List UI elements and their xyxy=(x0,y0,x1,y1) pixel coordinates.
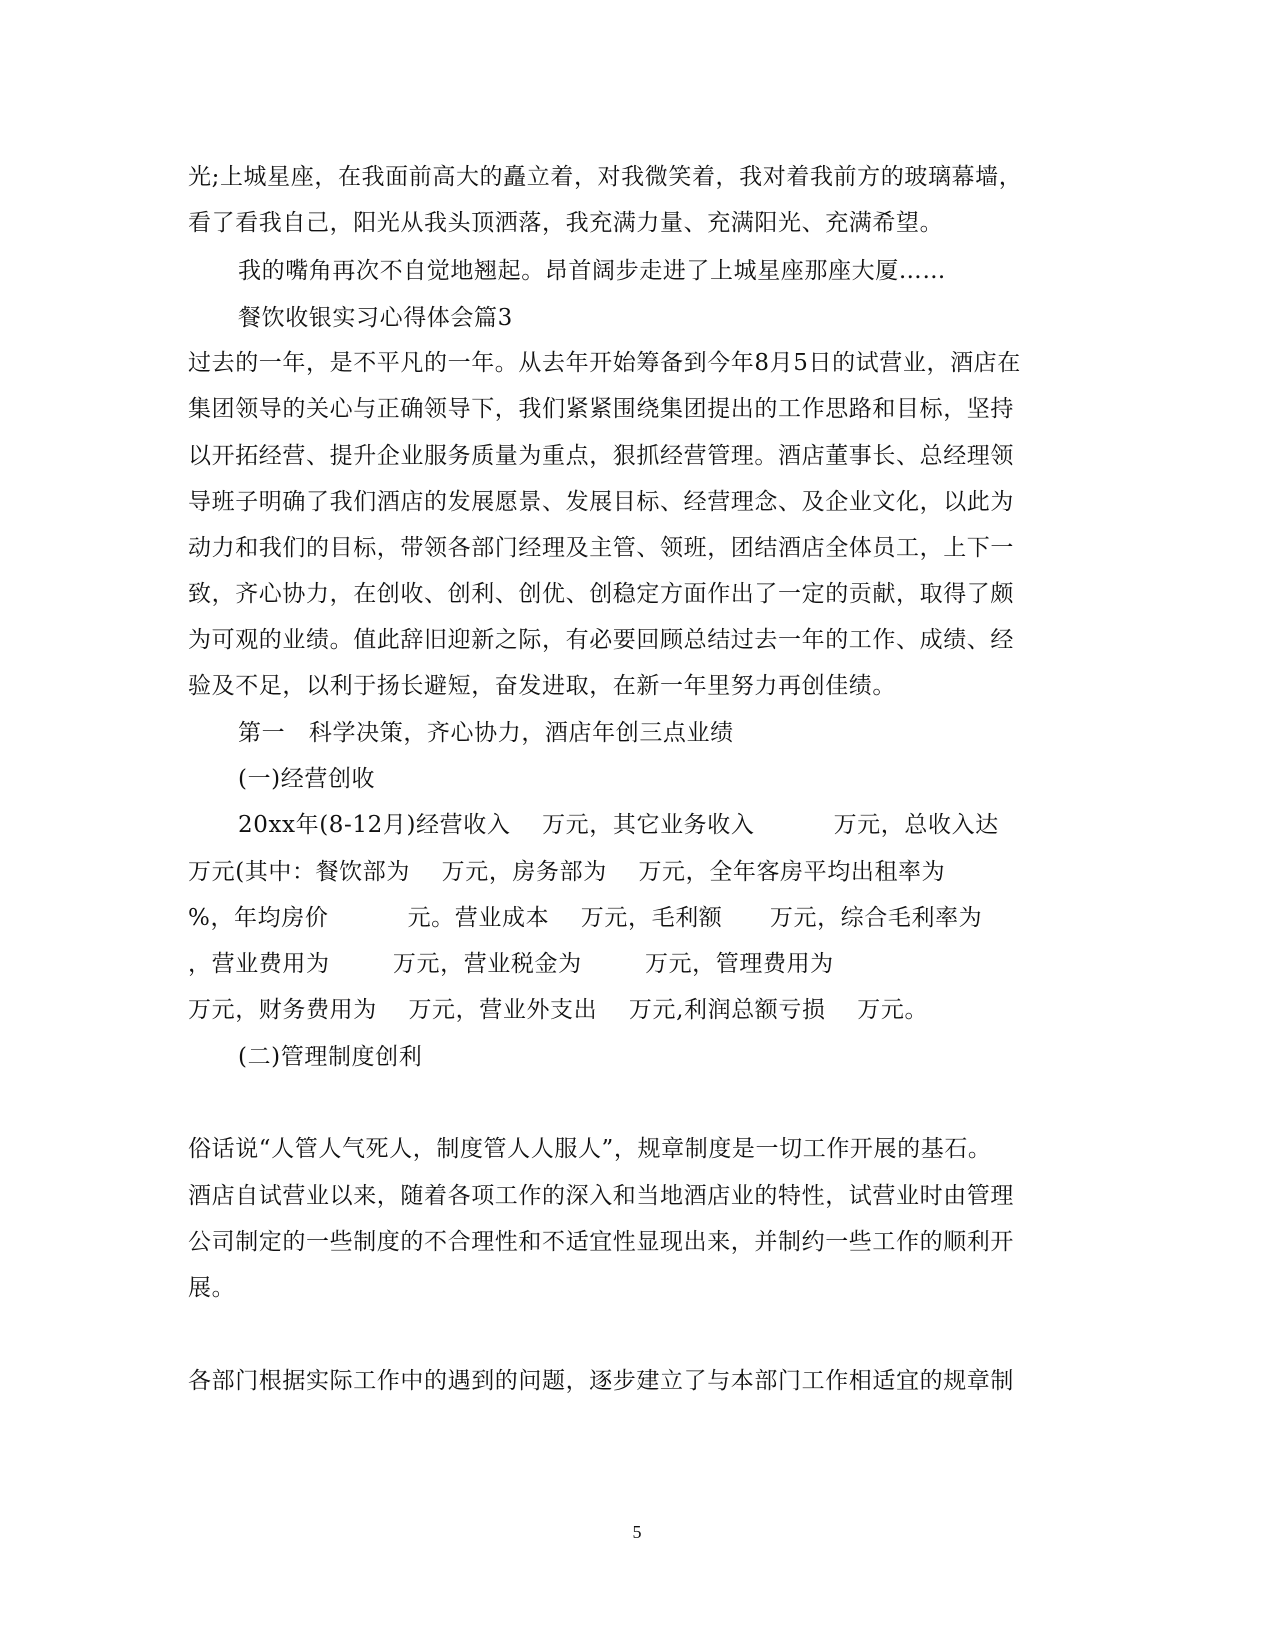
text-line: 致，齐心协力，在创收、创利、创优、创稳定方面作出了一定的贡献，取得了颇 xyxy=(188,581,1014,607)
text-line: 展。 xyxy=(188,1275,236,1301)
text-line: 万元，财务费用为 万元，营业外支出 万元,利润总额亏损 万元。 xyxy=(188,997,929,1023)
subheading: (一)经营创收 xyxy=(238,766,376,792)
text-line: 动力和我们的目标，带领各部门经理及主管、领班，团结酒店全体员工，上下一 xyxy=(188,535,1014,561)
subheading: (二)管理制度创利 xyxy=(238,1044,423,1070)
text-line: 过去的一年，是不平凡的一年。从去年开始筹备到今年8月5日的试营业，酒店在 xyxy=(188,350,1021,376)
text-line: 万元(其中：餐饮部为 万元，房务部为 万元，全年客房平均出租率为 xyxy=(188,859,946,885)
text-line: 各部门根据实际工作中的遇到的问题，逐步建立了与本部门工作相适宜的规章制 xyxy=(188,1368,1014,1394)
text-line: 验及不足，以利于扬长避短，奋发进取，在新一年里努力再创佳绩。 xyxy=(188,673,896,699)
text-line: 酒店自试营业以来，随着各项工作的深入和当地酒店业的特性，试营业时由管理 xyxy=(188,1183,1014,1209)
text-line: %，年均房价 元。营业成本 万元，毛利额 万元，综合毛利率为 xyxy=(188,905,983,931)
text-line: 光;上城星座，在我面前高大的矗立着，对我微笑着，我对着我前方的玻璃幕墙， xyxy=(188,164,1023,190)
subheading: 第一 科学决策，齐心协力，酒店年创三点业绩 xyxy=(238,720,734,746)
text-line: 公司制定的一些制度的不合理性和不适宜性显现出来，并制约一些工作的顺利开 xyxy=(188,1229,1014,1255)
text-line: 导班子明确了我们酒店的发展愿景、发展目标、经营理念、及企业文化，以此为 xyxy=(188,489,1014,515)
text-line: 20xx年(8-12月)经营收入 万元，其它业务收入 万元，总收入达 xyxy=(238,812,999,838)
text-line: 以开拓经营、提升企业服务质量为重点，狠抓经营管理。酒店董事长、总经理领 xyxy=(188,443,1014,469)
text-line: 俗话说“人管人气死人，制度管人人服人”，规章制度是一切工作开展的基石。 xyxy=(188,1136,992,1162)
section-heading: 餐饮收银实习心得体会篇3 xyxy=(238,305,513,331)
text-line: 为可观的业绩。值此辞旧迎新之际，有必要回顾总结过去一年的工作、成绩、经 xyxy=(188,627,1014,653)
text-line: 集团领导的关心与正确领导下，我们紧紧围绕集团提出的工作思路和目标，坚持 xyxy=(188,396,1014,422)
text-line: ，营业费用为 万元，营业税金为 万元，管理费用为 xyxy=(188,951,834,977)
text-line: 我的嘴角再次不自觉地翘起。昂首阔步走进了上城星座那座大厦…… xyxy=(238,258,946,284)
text-line: 看了看我自己，阳光从我头顶洒落，我充满力量、充满阳光、充满希望。 xyxy=(188,210,944,236)
page-number: 5 xyxy=(632,1522,642,1542)
